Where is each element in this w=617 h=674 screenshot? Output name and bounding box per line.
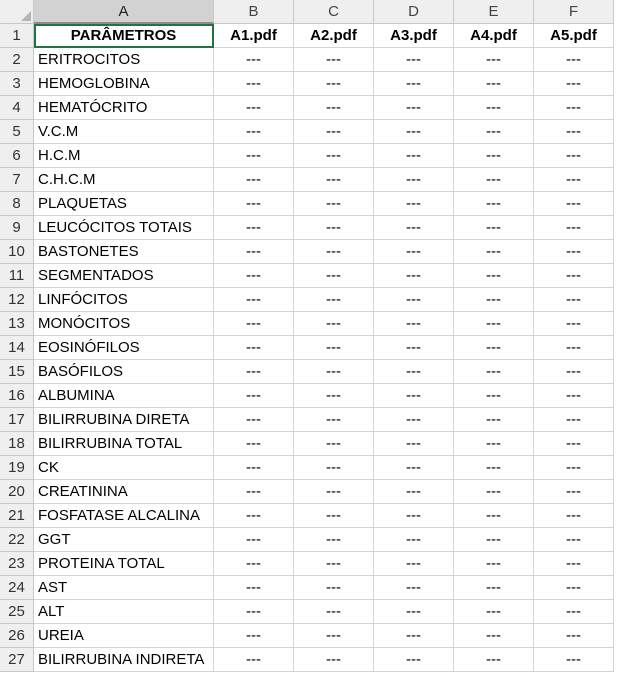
value-cell[interactable]: ---	[214, 192, 294, 216]
value-cell[interactable]: ---	[214, 480, 294, 504]
row-header[interactable]: 25	[0, 600, 34, 624]
parameter-name-cell[interactable]: SEGMENTADOS	[34, 264, 214, 288]
parameter-name-cell[interactable]: PLAQUETAS	[34, 192, 214, 216]
value-cell[interactable]: ---	[374, 432, 454, 456]
row-header[interactable]: 15	[0, 360, 34, 384]
parameter-name-cell[interactable]: BILIRRUBINA DIRETA	[34, 408, 214, 432]
value-cell[interactable]: ---	[534, 456, 614, 480]
column-header-a[interactable]: A	[34, 0, 214, 24]
parameter-name-cell[interactable]: BASÓFILOS	[34, 360, 214, 384]
parameters-header-cell[interactable]: PARÂMETROS	[34, 24, 214, 48]
parameter-name-cell[interactable]: FOSFATASE ALCALINA	[34, 504, 214, 528]
row-header[interactable]: 18	[0, 432, 34, 456]
file-header-cell[interactable]: A5.pdf	[534, 24, 614, 48]
value-cell[interactable]: ---	[374, 504, 454, 528]
value-cell[interactable]: ---	[454, 240, 534, 264]
value-cell[interactable]: ---	[374, 240, 454, 264]
value-cell[interactable]: ---	[374, 360, 454, 384]
row-header[interactable]: 20	[0, 480, 34, 504]
value-cell[interactable]: ---	[454, 552, 534, 576]
value-cell[interactable]: ---	[454, 504, 534, 528]
value-cell[interactable]: ---	[214, 288, 294, 312]
value-cell[interactable]: ---	[454, 288, 534, 312]
row-header[interactable]: 22	[0, 528, 34, 552]
value-cell[interactable]: ---	[214, 120, 294, 144]
value-cell[interactable]: ---	[214, 96, 294, 120]
value-cell[interactable]: ---	[374, 624, 454, 648]
parameter-name-cell[interactable]: BILIRRUBINA INDIRETA	[34, 648, 214, 672]
value-cell[interactable]: ---	[294, 144, 374, 168]
value-cell[interactable]: ---	[374, 384, 454, 408]
value-cell[interactable]: ---	[534, 96, 614, 120]
value-cell[interactable]: ---	[294, 168, 374, 192]
value-cell[interactable]: ---	[534, 312, 614, 336]
value-cell[interactable]: ---	[534, 360, 614, 384]
value-cell[interactable]: ---	[214, 552, 294, 576]
parameter-name-cell[interactable]: LEUCÓCITOS TOTAIS	[34, 216, 214, 240]
value-cell[interactable]: ---	[294, 432, 374, 456]
value-cell[interactable]: ---	[374, 48, 454, 72]
value-cell[interactable]: ---	[534, 432, 614, 456]
column-header-c[interactable]: C	[294, 0, 374, 24]
value-cell[interactable]: ---	[534, 120, 614, 144]
file-header-cell[interactable]: A1.pdf	[214, 24, 294, 48]
row-header[interactable]: 16	[0, 384, 34, 408]
value-cell[interactable]: ---	[454, 168, 534, 192]
select-all-corner[interactable]	[0, 0, 34, 24]
value-cell[interactable]: ---	[294, 264, 374, 288]
value-cell[interactable]: ---	[454, 456, 534, 480]
value-cell[interactable]: ---	[294, 288, 374, 312]
row-header[interactable]: 17	[0, 408, 34, 432]
value-cell[interactable]: ---	[454, 120, 534, 144]
value-cell[interactable]: ---	[374, 480, 454, 504]
value-cell[interactable]: ---	[534, 144, 614, 168]
value-cell[interactable]: ---	[294, 120, 374, 144]
value-cell[interactable]: ---	[534, 408, 614, 432]
value-cell[interactable]: ---	[534, 336, 614, 360]
value-cell[interactable]: ---	[534, 288, 614, 312]
value-cell[interactable]: ---	[534, 264, 614, 288]
value-cell[interactable]: ---	[454, 48, 534, 72]
value-cell[interactable]: ---	[214, 144, 294, 168]
value-cell[interactable]: ---	[454, 96, 534, 120]
parameter-name-cell[interactable]: PROTEINA TOTAL	[34, 552, 214, 576]
value-cell[interactable]: ---	[294, 600, 374, 624]
value-cell[interactable]: ---	[294, 648, 374, 672]
value-cell[interactable]: ---	[214, 72, 294, 96]
value-cell[interactable]: ---	[214, 216, 294, 240]
value-cell[interactable]: ---	[534, 48, 614, 72]
value-cell[interactable]: ---	[534, 504, 614, 528]
parameter-name-cell[interactable]: H.C.M	[34, 144, 214, 168]
value-cell[interactable]: ---	[374, 408, 454, 432]
parameter-name-cell[interactable]: AST	[34, 576, 214, 600]
parameter-name-cell[interactable]: UREIA	[34, 624, 214, 648]
value-cell[interactable]: ---	[214, 600, 294, 624]
value-cell[interactable]: ---	[294, 192, 374, 216]
column-header-f[interactable]: F	[534, 0, 614, 24]
value-cell[interactable]: ---	[294, 408, 374, 432]
value-cell[interactable]: ---	[214, 312, 294, 336]
value-cell[interactable]: ---	[534, 72, 614, 96]
value-cell[interactable]: ---	[534, 240, 614, 264]
value-cell[interactable]: ---	[214, 576, 294, 600]
value-cell[interactable]: ---	[214, 384, 294, 408]
value-cell[interactable]: ---	[214, 456, 294, 480]
value-cell[interactable]: ---	[214, 48, 294, 72]
value-cell[interactable]: ---	[454, 600, 534, 624]
value-cell[interactable]: ---	[454, 480, 534, 504]
column-header-e[interactable]: E	[454, 0, 534, 24]
value-cell[interactable]: ---	[454, 384, 534, 408]
row-header[interactable]: 24	[0, 576, 34, 600]
value-cell[interactable]: ---	[374, 336, 454, 360]
column-header-d[interactable]: D	[374, 0, 454, 24]
parameter-name-cell[interactable]: ALBUMINA	[34, 384, 214, 408]
file-header-cell[interactable]: A3.pdf	[374, 24, 454, 48]
value-cell[interactable]: ---	[214, 504, 294, 528]
value-cell[interactable]: ---	[454, 624, 534, 648]
value-cell[interactable]: ---	[374, 528, 454, 552]
value-cell[interactable]: ---	[294, 624, 374, 648]
value-cell[interactable]: ---	[294, 216, 374, 240]
value-cell[interactable]: ---	[374, 216, 454, 240]
parameter-name-cell[interactable]: HEMOGLOBINA	[34, 72, 214, 96]
value-cell[interactable]: ---	[534, 528, 614, 552]
value-cell[interactable]: ---	[454, 216, 534, 240]
value-cell[interactable]: ---	[214, 528, 294, 552]
value-cell[interactable]: ---	[534, 552, 614, 576]
value-cell[interactable]: ---	[454, 360, 534, 384]
value-cell[interactable]: ---	[294, 360, 374, 384]
value-cell[interactable]: ---	[454, 576, 534, 600]
row-header[interactable]: 7	[0, 168, 34, 192]
value-cell[interactable]: ---	[294, 384, 374, 408]
value-cell[interactable]: ---	[454, 336, 534, 360]
value-cell[interactable]: ---	[294, 504, 374, 528]
value-cell[interactable]: ---	[534, 216, 614, 240]
row-header[interactable]: 8	[0, 192, 34, 216]
parameter-name-cell[interactable]: V.C.M	[34, 120, 214, 144]
file-header-cell[interactable]: A4.pdf	[454, 24, 534, 48]
value-cell[interactable]: ---	[534, 168, 614, 192]
value-cell[interactable]: ---	[294, 96, 374, 120]
value-cell[interactable]: ---	[534, 600, 614, 624]
value-cell[interactable]: ---	[374, 648, 454, 672]
value-cell[interactable]: ---	[214, 624, 294, 648]
value-cell[interactable]: ---	[534, 576, 614, 600]
column-header-b[interactable]: B	[214, 0, 294, 24]
parameter-name-cell[interactable]: C.H.C.M	[34, 168, 214, 192]
parameter-name-cell[interactable]: GGT	[34, 528, 214, 552]
row-header[interactable]: 9	[0, 216, 34, 240]
value-cell[interactable]: ---	[294, 312, 374, 336]
row-header-1[interactable]: 1	[0, 24, 34, 48]
row-header[interactable]: 3	[0, 72, 34, 96]
value-cell[interactable]: ---	[214, 408, 294, 432]
value-cell[interactable]: ---	[374, 288, 454, 312]
value-cell[interactable]: ---	[294, 480, 374, 504]
select-all-icon	[21, 11, 31, 21]
value-cell[interactable]: ---	[454, 144, 534, 168]
parameter-name-cell[interactable]: MONÓCITOS	[34, 312, 214, 336]
value-cell[interactable]: ---	[454, 648, 534, 672]
row-header[interactable]: 27	[0, 648, 34, 672]
value-cell[interactable]: ---	[454, 408, 534, 432]
value-cell[interactable]: ---	[294, 456, 374, 480]
value-cell[interactable]: ---	[374, 264, 454, 288]
value-cell[interactable]: ---	[454, 192, 534, 216]
value-cell[interactable]: ---	[374, 144, 454, 168]
parameter-name-cell[interactable]: ERITROCITOS	[34, 48, 214, 72]
parameter-name-cell[interactable]: CREATININA	[34, 480, 214, 504]
value-cell[interactable]: ---	[294, 48, 374, 72]
value-cell[interactable]: ---	[534, 192, 614, 216]
value-cell[interactable]: ---	[214, 240, 294, 264]
value-cell[interactable]: ---	[374, 168, 454, 192]
row-header[interactable]: 23	[0, 552, 34, 576]
value-cell[interactable]: ---	[294, 528, 374, 552]
value-cell[interactable]: ---	[374, 96, 454, 120]
value-cell[interactable]: ---	[454, 432, 534, 456]
parameter-name-cell[interactable]: ALT	[34, 600, 214, 624]
value-cell[interactable]: ---	[374, 312, 454, 336]
row-header[interactable]: 26	[0, 624, 34, 648]
value-cell[interactable]: ---	[294, 336, 374, 360]
row-header[interactable]: 21	[0, 504, 34, 528]
value-cell[interactable]: ---	[214, 648, 294, 672]
row-header[interactable]: 19	[0, 456, 34, 480]
value-cell[interactable]: ---	[214, 336, 294, 360]
value-cell[interactable]: ---	[214, 168, 294, 192]
value-cell[interactable]: ---	[374, 192, 454, 216]
value-cell[interactable]: ---	[374, 600, 454, 624]
row-header[interactable]: 5	[0, 120, 34, 144]
row-header[interactable]: 6	[0, 144, 34, 168]
value-cell[interactable]: ---	[454, 312, 534, 336]
value-cell[interactable]: ---	[534, 480, 614, 504]
parameter-name-cell[interactable]: BILIRRUBINA TOTAL	[34, 432, 214, 456]
value-cell[interactable]: ---	[374, 576, 454, 600]
value-cell[interactable]: ---	[294, 576, 374, 600]
parameter-name-cell[interactable]: EOSINÓFILOS	[34, 336, 214, 360]
value-cell[interactable]: ---	[534, 624, 614, 648]
row-header[interactable]: 2	[0, 48, 34, 72]
value-cell[interactable]: ---	[214, 432, 294, 456]
value-cell[interactable]: ---	[294, 552, 374, 576]
value-cell[interactable]: ---	[374, 552, 454, 576]
parameter-name-cell[interactable]: BASTONETES	[34, 240, 214, 264]
value-cell[interactable]: ---	[534, 648, 614, 672]
value-cell[interactable]: ---	[374, 72, 454, 96]
value-cell[interactable]: ---	[374, 120, 454, 144]
row-header[interactable]: 10	[0, 240, 34, 264]
file-header-cell[interactable]: A2.pdf	[294, 24, 374, 48]
value-cell[interactable]: ---	[294, 240, 374, 264]
row-header[interactable]: 12	[0, 288, 34, 312]
value-cell[interactable]: ---	[214, 360, 294, 384]
value-cell[interactable]: ---	[374, 456, 454, 480]
value-cell[interactable]: ---	[454, 264, 534, 288]
value-cell[interactable]: ---	[294, 72, 374, 96]
row-header[interactable]: 4	[0, 96, 34, 120]
row-header[interactable]: 14	[0, 336, 34, 360]
parameter-name-cell[interactable]: LINFÓCITOS	[34, 288, 214, 312]
value-cell[interactable]: ---	[454, 72, 534, 96]
row-header[interactable]: 11	[0, 264, 34, 288]
row-header[interactable]: 13	[0, 312, 34, 336]
value-cell[interactable]: ---	[534, 384, 614, 408]
parameter-name-cell[interactable]: HEMATÓCRITO	[34, 96, 214, 120]
parameter-name-cell[interactable]: CK	[34, 456, 214, 480]
value-cell[interactable]: ---	[454, 528, 534, 552]
value-cell[interactable]: ---	[214, 264, 294, 288]
